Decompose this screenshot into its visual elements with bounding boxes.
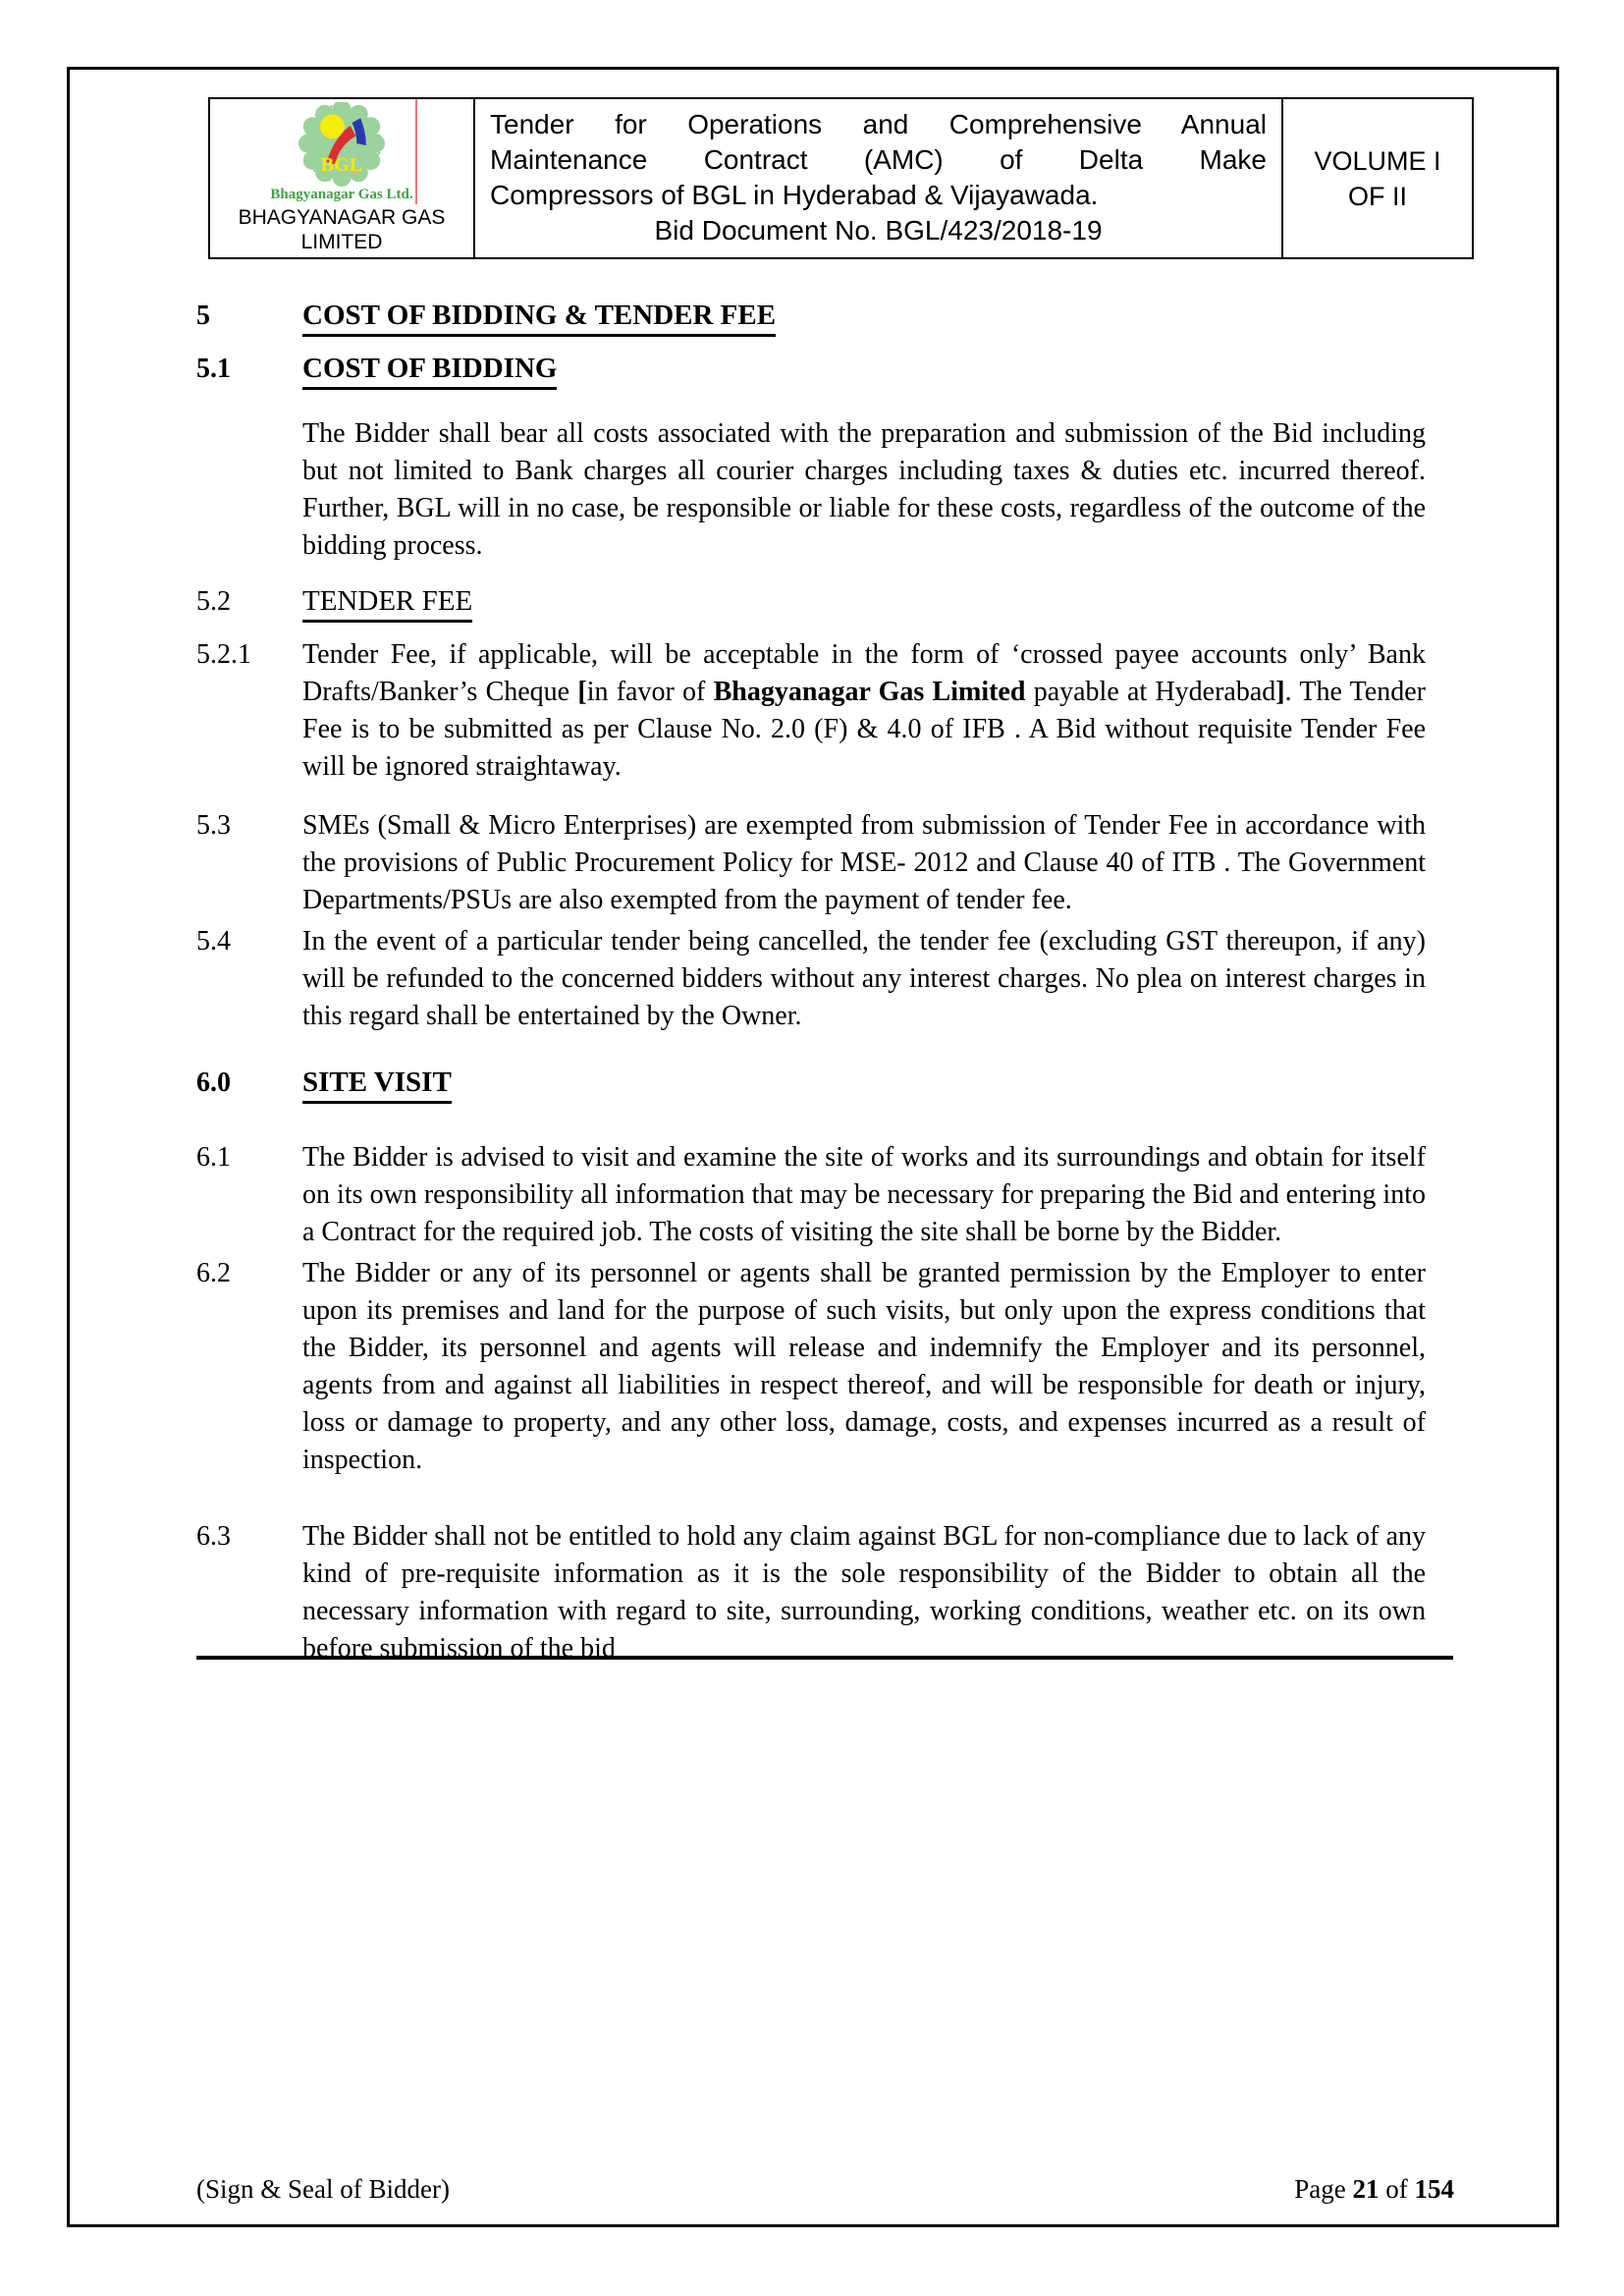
section-5-heading: COST OF BIDDING & TENDER FEE (302, 298, 776, 337)
sign-seal-note: (Sign & Seal of Bidder) (196, 2174, 450, 2204)
clause-6-3-paragraph (196, 1518, 1426, 1667)
clause-5-1-paragraph (196, 415, 1426, 565)
bgl-logo (284, 102, 400, 189)
bid-document-number: Bid Document No. BGL/423/2018-19 (654, 215, 1103, 246)
header-title-cell (473, 99, 1283, 257)
section-5-number: 5 (196, 301, 210, 331)
section-5-heading-row (196, 298, 1426, 337)
clause-6-2-number: 6.2 (196, 1258, 231, 1288)
clause-6-1-paragraph (196, 1139, 1426, 1251)
tender-title-line-2: Maintenance Contract (AMC) of Delta Make (490, 144, 1267, 175)
header-table (208, 97, 1474, 259)
clause-5-3-text: SMEs (Small & Micro Enterprises) are exempted from submission of Tender Fee in accordance with the provisions of Public Procurement Policy for MSE- 2012 and Clause 40 of ITB . The Government Departments/PSUs are also exempted from the payment of tender fee. (302, 810, 1426, 915)
document-body (196, 298, 1426, 1667)
section-5-1-heading-row (196, 351, 1426, 390)
clause-5-3-number: 5.3 (196, 810, 231, 841)
section-5-1-number: 5.1 (196, 354, 231, 384)
section-6-0-heading: SITE VISIT (302, 1065, 452, 1104)
clause-5-2-1-paragraph (196, 636, 1426, 786)
clause-6-2-paragraph (196, 1255, 1426, 1479)
logo-caption: Bhagyanagar Gas Ltd. (270, 187, 413, 202)
volume-line-2: OF II (1348, 181, 1407, 211)
clause-5-3-paragraph (196, 807, 1426, 919)
clause-5-4-paragraph (196, 923, 1426, 1035)
clause-6-2-text: The Bidder or any of its personnel or agents shall be granted permission by the Employer to enter upon its premises and land for the purpose of such visits, but only upon the express conditions that the Bidder, its personnel and agents will release and indemnify the Employer and its personnel, agents from and against all liabilities in respect thereof, and will be responsible for death or injury, loss or damage to property, and any other loss, damage, costs, and expenses incurred as a result of inspection. (302, 1258, 1426, 1475)
page-footer (196, 2173, 1454, 2205)
logo-acronym: BGL (320, 153, 363, 176)
clause-5-4-text: In the event of a particular tender being cancelled, the tender fee (excluding GST thereupon, if any) will be refunded to the concerned bidders without any interest charges. No plea on interest charges in this regard shall be entertained by the Owner. (302, 926, 1426, 1031)
company-name-line-1: BHAGYANAGAR GAS (238, 206, 446, 229)
clause-5-2-1-text: Tender Fee, if applicable, will be acceptable in the form of ‘crossed payee accounts only’ Bank Drafts/Banker’s Cheque [in favor of Bhagyanagar Gas Limited payable at Hyderabad]. The Tender Fee is to be submitted as per Clause No. 2.0 (F) & 4.0 of IFB . A Bid without requisite Tender Fee will be ignored straightaway. (302, 639, 1426, 782)
company-name-line-2: LIMITED (300, 231, 383, 253)
section-5-1-heading: COST OF BIDDING (302, 351, 557, 390)
section-6-0-number: 6.0 (196, 1067, 231, 1098)
clause-5-1-text: The Bidder shall bear all costs associated with the preparation and submission of the Bid including but not limited to Bank charges all courier charges including taxes & duties etc. incurred thereof. Further, BGL will in no case, be responsible or liable for these costs, regardless of the outcome of the bidding process. (302, 418, 1426, 561)
company-name (239, 205, 446, 254)
scan-artifact-line (415, 99, 417, 204)
clause-6-3-number: 6.3 (196, 1521, 231, 1552)
clause-6-3-text: The Bidder shall not be entitled to hold any claim against BGL for non-compliance due to lack of any kind of pre-requisite information as it is the sole responsibility of the Bidder to obtain all the necessary information with regard to site, surrounding, working conditions, weather etc. on its own before submission of the bid (302, 1521, 1426, 1664)
header-logo-cell (210, 99, 473, 257)
section-5-2-number: 5.2 (196, 586, 231, 617)
tender-title-line-1: Tender for Operations and Comprehensive Annual (490, 109, 1267, 139)
section-5-2-heading-row (196, 583, 1426, 623)
page-number: Page 21 of 154 (1294, 2174, 1454, 2204)
header-volume-cell (1283, 99, 1472, 257)
clause-6-1-text: The Bidder is advised to visit and examine the site of works and its surroundings and obtain for itself on its own responsibility all information that may be necessary for preparing the Bid and entering into a Contract for the required job. The costs of visiting the site shall be borne by the Bidder. (302, 1142, 1426, 1247)
clause-5-2-1-number: 5.2.1 (196, 639, 251, 670)
page-border (67, 67, 1559, 2227)
tender-title-line-3: Compressors of BGL in Hyderabad & Vijayawada. (490, 180, 1099, 210)
volume-line-1: VOLUME I (1314, 145, 1441, 176)
clause-5-4-number: 5.4 (196, 926, 231, 957)
clause-6-1-number: 6.1 (196, 1142, 231, 1173)
section-6-0-heading-row (196, 1065, 1426, 1104)
section-5-2-heading: TENDER FEE (302, 583, 472, 623)
